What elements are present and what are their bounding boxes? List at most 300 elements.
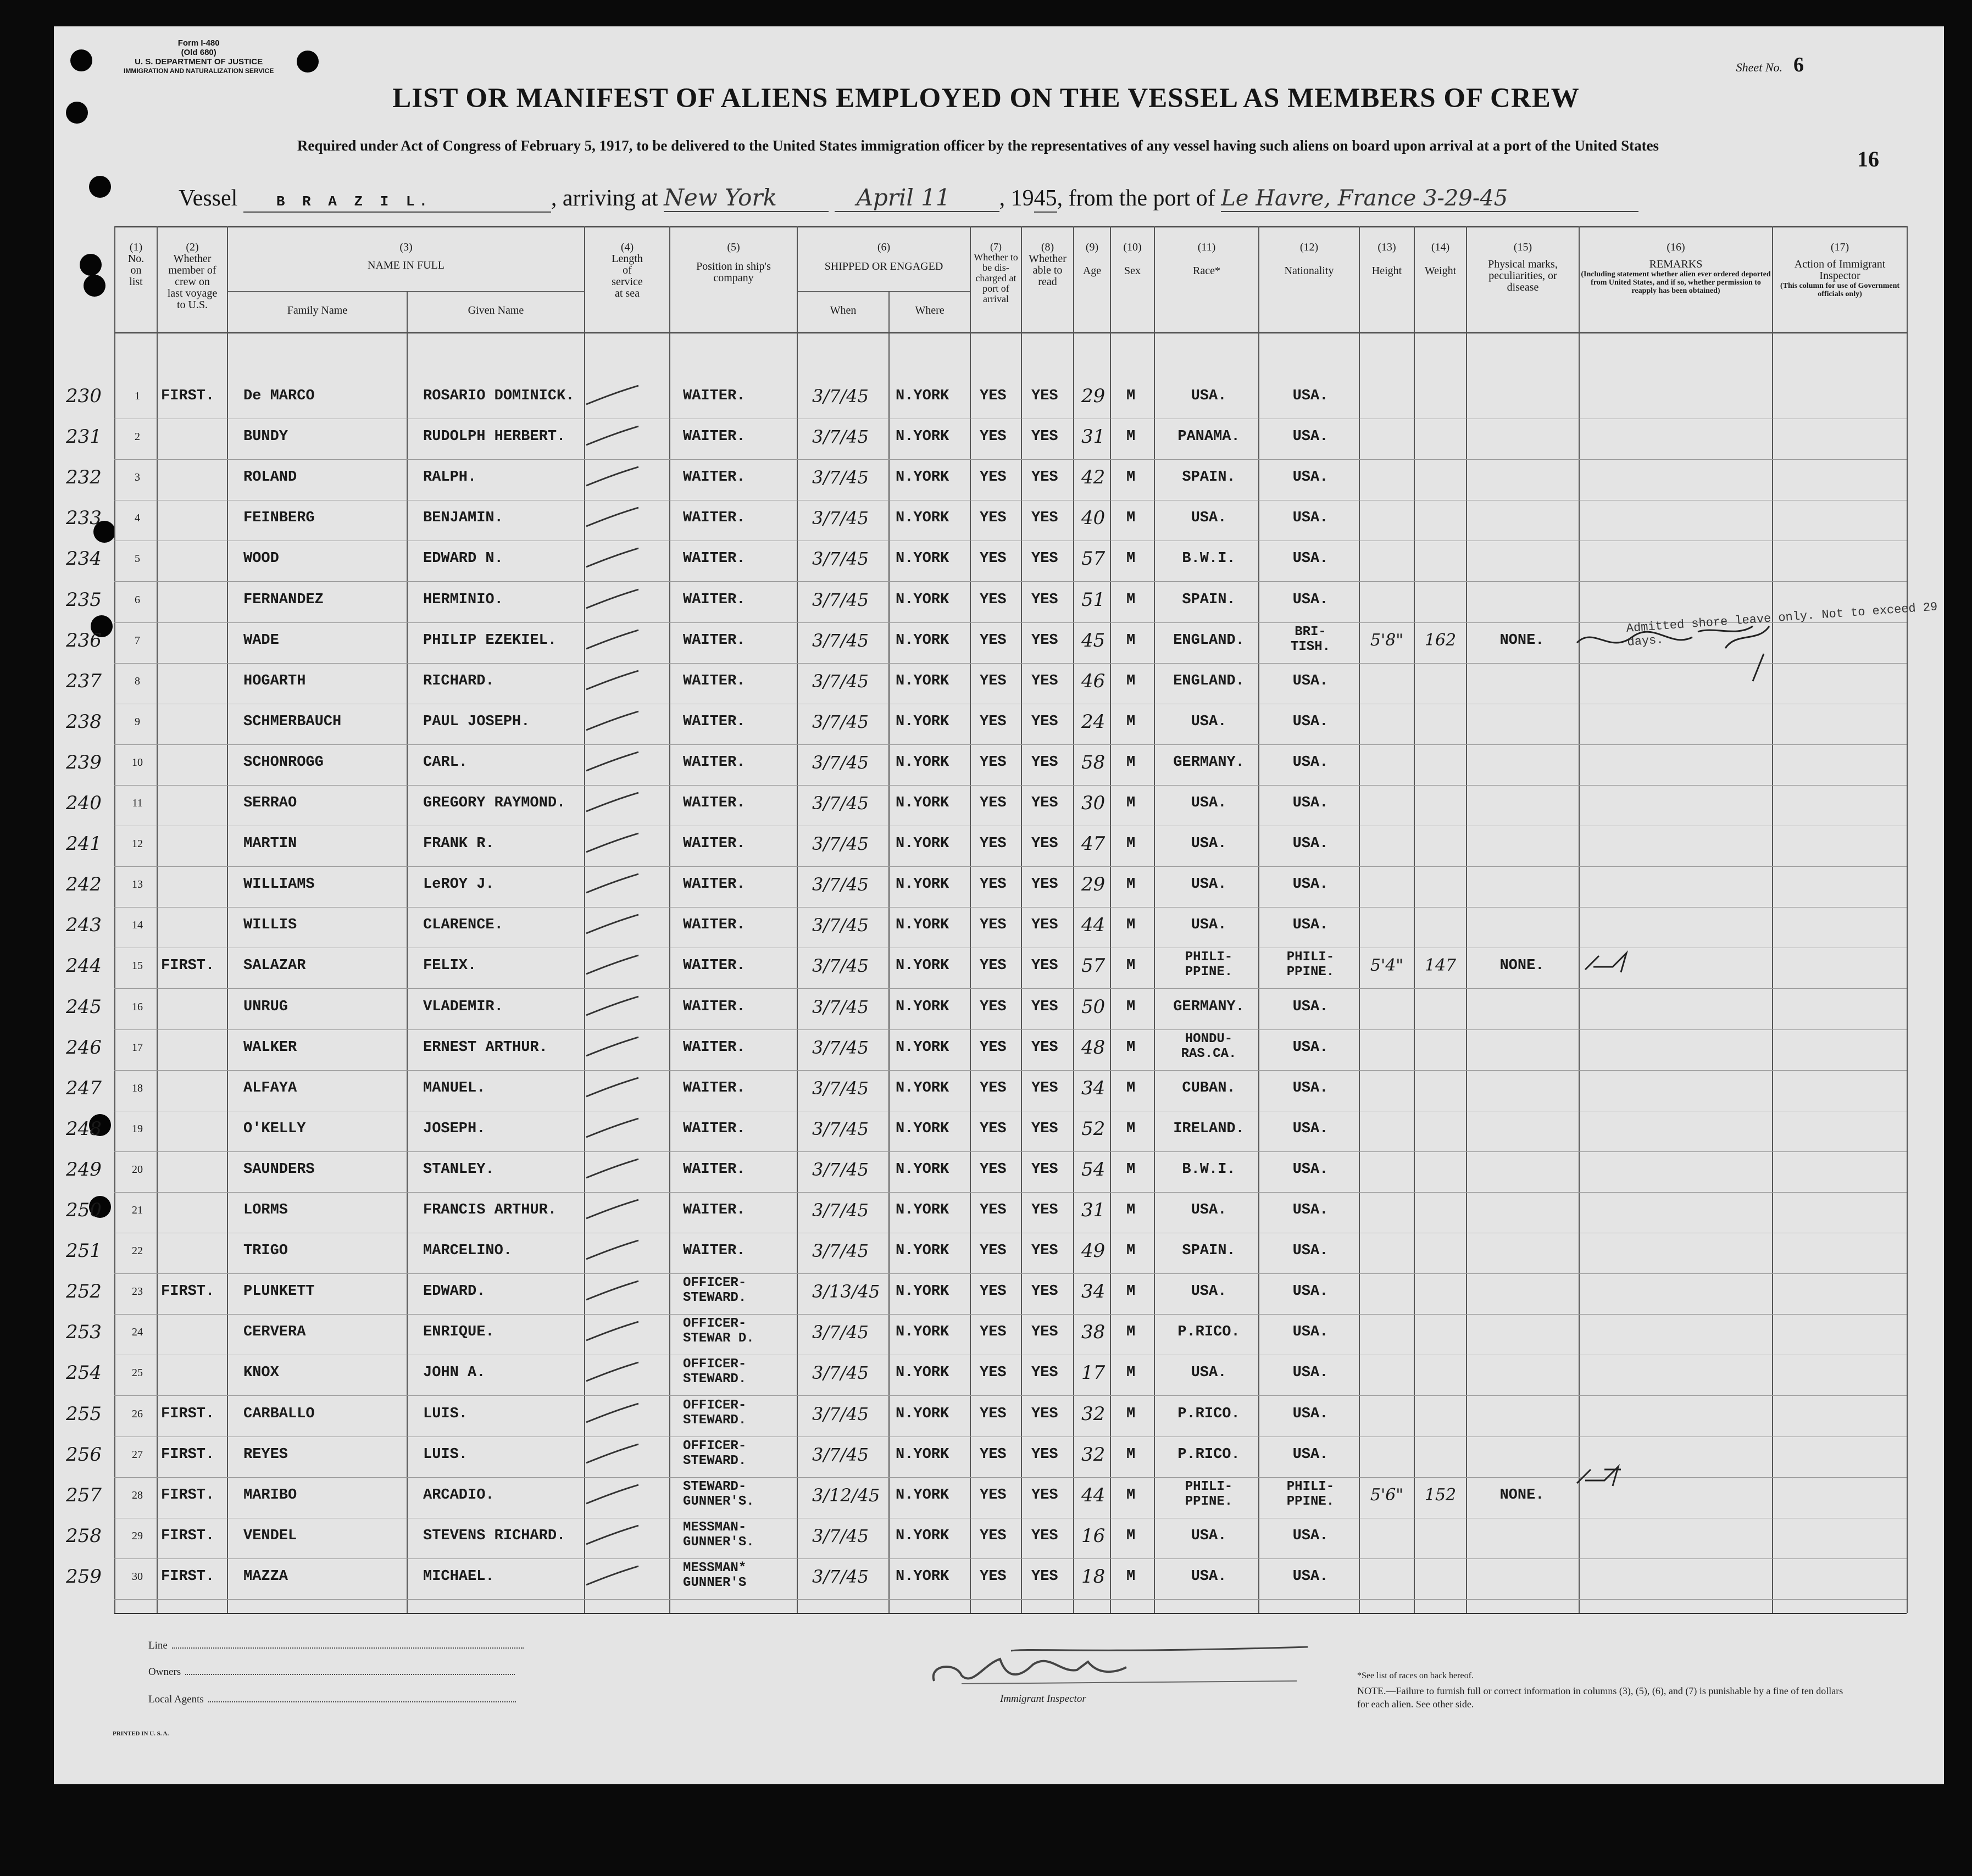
- race: IRELAND.: [1173, 1121, 1245, 1137]
- discharged: YES: [980, 632, 1007, 649]
- nationality: USA.: [1292, 1365, 1329, 1381]
- given-name: EDWARD.: [423, 1283, 486, 1300]
- family-name: SCHMERBAUCH: [243, 714, 342, 730]
- service: IMMIGRATION AND NATURALIZATION SERVICE: [124, 67, 274, 75]
- sex: M: [1126, 1161, 1136, 1178]
- sex: M: [1126, 632, 1136, 649]
- footer-line: Line: [148, 1640, 524, 1652]
- given-name: ENRIQUE.: [423, 1324, 495, 1340]
- given-name: CLARENCE.: [423, 917, 503, 933]
- shipped-when: 3/13/45: [812, 1281, 880, 1302]
- given-name: PHILIP EZEKIEL.: [423, 632, 557, 649]
- row-number: 11: [132, 797, 143, 809]
- service-check-mark: [584, 667, 644, 695]
- shipped-where: N.YORK: [896, 1406, 949, 1422]
- arrival-date: April 11: [835, 184, 999, 212]
- shipped-when: 3/7/45: [812, 874, 869, 895]
- family-name: CARBALLO: [243, 1406, 315, 1422]
- table-bottom-border: [114, 1613, 1907, 1614]
- row-rule: [114, 1314, 1907, 1315]
- able-to-read: YES: [1031, 1283, 1058, 1300]
- discharged: YES: [980, 1243, 1007, 1259]
- family-name: LORMS: [243, 1202, 288, 1218]
- row-number: 9: [135, 716, 140, 728]
- race: USA.: [1191, 1528, 1227, 1544]
- given-name: RUDOLPH HERBERT.: [423, 428, 566, 445]
- shipped-when: 3/7/45: [812, 1078, 869, 1099]
- row-sequence: 245: [66, 996, 102, 1018]
- row-sequence: 243: [66, 914, 102, 936]
- row-rule: [114, 785, 1907, 786]
- position: WAITER.: [683, 836, 746, 852]
- given-name: FRANCIS ARTHUR.: [423, 1202, 557, 1218]
- family-name: O'KELLY: [243, 1121, 306, 1137]
- row-rule: [114, 1273, 1907, 1274]
- sex: M: [1126, 1121, 1136, 1137]
- remarks-annotation: Admitted shore leave only. Not to exceed 29 days.: [1626, 600, 1938, 649]
- row-number: 23: [132, 1285, 143, 1298]
- position: WAITER.: [683, 469, 746, 486]
- shipped-where: N.YORK: [896, 917, 949, 933]
- service-check-mark: [584, 1482, 644, 1509]
- penalty-note: NOTE.—Failure to furnish full or correct information in columns (3), (5), (6), and (7) is punishable by a fine of ten dollars for each alien. See other side.: [1357, 1685, 1843, 1710]
- position: OFFICER- STEWARD.: [683, 1357, 747, 1387]
- col-line: [157, 226, 158, 1613]
- row-number: 8: [135, 675, 140, 687]
- row-sequence: 242: [66, 873, 102, 895]
- given-name: LUIS.: [423, 1446, 468, 1463]
- discharged: YES: [980, 1528, 1007, 1544]
- nationality: USA.: [1292, 714, 1329, 730]
- age: 31: [1081, 1199, 1106, 1221]
- service-check-mark: [584, 1400, 644, 1428]
- position: WAITER.: [683, 1080, 746, 1096]
- position: WAITER.: [683, 632, 746, 649]
- sex: M: [1126, 714, 1136, 730]
- shipped-when: 3/7/45: [812, 1322, 869, 1343]
- discharged: YES: [980, 1080, 1007, 1096]
- sex: M: [1126, 958, 1136, 974]
- punch-hole: [89, 176, 111, 198]
- arrival-port: New York: [664, 184, 829, 212]
- discharged: YES: [980, 836, 1007, 852]
- row-sequence: 239: [66, 751, 102, 773]
- age: 32: [1081, 1403, 1106, 1425]
- nationality: USA.: [1292, 592, 1329, 608]
- weight: 152: [1424, 1485, 1457, 1505]
- race: USA.: [1191, 388, 1227, 404]
- last-voyage: FIRST.: [161, 1406, 215, 1422]
- last-voyage: FIRST.: [161, 1487, 215, 1504]
- age: 34: [1081, 1077, 1106, 1099]
- shipped-when: 3/7/45: [812, 1240, 869, 1261]
- given-name: STANLEY.: [423, 1161, 495, 1178]
- sex: M: [1126, 1365, 1136, 1381]
- row-sequence: 236: [66, 630, 102, 652]
- row-rule: [114, 1070, 1907, 1071]
- row-sequence: 253: [66, 1321, 102, 1343]
- row-number: 17: [132, 1042, 143, 1054]
- last-voyage: FIRST.: [161, 1528, 215, 1544]
- from-label: , from the port of: [1057, 186, 1215, 211]
- weight: 147: [1424, 956, 1457, 975]
- shipped-when: 3/7/45: [812, 711, 869, 732]
- shipped-where: N.YORK: [896, 388, 949, 404]
- able-to-read: YES: [1031, 510, 1058, 526]
- family-name: MAZZA: [243, 1568, 288, 1585]
- able-to-read: YES: [1031, 1487, 1058, 1504]
- service-check-mark: [584, 1441, 644, 1468]
- age: 57: [1081, 955, 1106, 977]
- service-check-mark: [584, 871, 644, 898]
- row-rule: [114, 1477, 1907, 1478]
- race: USA.: [1191, 714, 1227, 730]
- age: 24: [1081, 711, 1106, 733]
- row-number: 18: [132, 1082, 143, 1094]
- family-name: ALFAYA: [243, 1080, 297, 1096]
- col-line: [1258, 226, 1259, 1613]
- shipped-when: 3/7/45: [812, 548, 869, 569]
- races-note: *See list of races on back hereof.: [1357, 1671, 1474, 1680]
- race: GERMANY.: [1173, 999, 1245, 1015]
- able-to-read: YES: [1031, 1568, 1058, 1585]
- able-to-read: YES: [1031, 388, 1058, 404]
- given-name: PAUL JOSEPH.: [423, 714, 530, 730]
- able-to-read: YES: [1031, 428, 1058, 445]
- header-nationality: (12) Nationality: [1284, 241, 1334, 277]
- punch-hole: [80, 254, 102, 276]
- position: OFFICER- STEWAR D.: [683, 1316, 754, 1346]
- col-line: [1466, 226, 1467, 1613]
- race: PHILI- PPINE.: [1185, 1479, 1233, 1509]
- given-name: MARCELINO.: [423, 1243, 513, 1259]
- family-name: VENDEL: [243, 1528, 297, 1544]
- row-sequence: 230: [66, 385, 102, 407]
- shipped-when: 3/7/45: [812, 793, 869, 814]
- able-to-read: YES: [1031, 1080, 1058, 1096]
- race: USA.: [1191, 510, 1227, 526]
- position: STEWARD- GUNNER'S.: [683, 1479, 754, 1509]
- arriving-label: , arriving at: [551, 186, 658, 211]
- family-name: SCHONROGG: [243, 754, 324, 771]
- age: 29: [1081, 385, 1106, 407]
- nationality: USA.: [1292, 1080, 1329, 1096]
- nationality: USA.: [1292, 836, 1329, 852]
- col-line: [1359, 226, 1360, 1613]
- age: 45: [1081, 630, 1106, 652]
- shipped-when: 3/7/45: [812, 997, 869, 1017]
- header-last-voyage: (2) Whether member of crew on last voyage to U.S.: [167, 241, 218, 311]
- race: P.RICO.: [1177, 1446, 1240, 1463]
- inspector-label: Immigrant Inspector: [1000, 1693, 1086, 1705]
- able-to-read: YES: [1031, 714, 1058, 730]
- stamp-number: 16: [1857, 147, 1879, 171]
- race: GERMANY.: [1173, 754, 1245, 771]
- family-name: WADE: [243, 632, 279, 649]
- row-sequence: 248: [66, 1118, 102, 1140]
- shipped-when: 3/7/45: [812, 426, 869, 447]
- family-name: MARTIN: [243, 836, 297, 852]
- sex: M: [1126, 510, 1136, 526]
- discharged: YES: [980, 999, 1007, 1015]
- shipped-when: 3/7/45: [812, 1037, 869, 1058]
- header-physical-marks: (15) Physical marks, peculiarities, or disease: [1488, 241, 1558, 293]
- shipped-when: 3/7/45: [812, 915, 869, 936]
- shipped-where: N.YORK: [896, 592, 949, 608]
- given-name: FRANK R.: [423, 836, 495, 852]
- race: P.RICO.: [1177, 1406, 1240, 1422]
- header-no: (1) No. on list: [127, 241, 145, 288]
- given-name: CARL.: [423, 754, 468, 771]
- shipped-when: 3/7/45: [812, 508, 869, 528]
- able-to-read: YES: [1031, 1202, 1058, 1218]
- row-number: 1: [135, 390, 140, 402]
- nationality: USA.: [1292, 1121, 1329, 1137]
- row-sequence: 233: [66, 507, 102, 529]
- race: CUBAN.: [1182, 1080, 1236, 1096]
- age: 48: [1081, 1037, 1106, 1059]
- row-rule: [114, 1192, 1907, 1193]
- row-rule: [114, 988, 1907, 989]
- shipped-when: 3/7/45: [812, 955, 869, 976]
- discharged: YES: [980, 1568, 1007, 1585]
- row-number: 21: [132, 1204, 143, 1216]
- service-check-mark: [584, 1522, 644, 1550]
- service-check-mark: [584, 1156, 644, 1183]
- last-voyage: FIRST.: [161, 1446, 215, 1463]
- discharged: YES: [980, 1324, 1007, 1340]
- col-line: [1110, 226, 1111, 1613]
- service-check-mark: [584, 464, 644, 491]
- col-line: [407, 291, 408, 1613]
- nationality: USA.: [1292, 754, 1329, 771]
- position: WAITER.: [683, 754, 746, 771]
- race: B.W.I.: [1182, 550, 1236, 567]
- header-bottom-border: [114, 332, 1907, 333]
- shipped-where: N.YORK: [896, 1528, 949, 1544]
- family-name: SAUNDERS: [243, 1161, 315, 1178]
- discharged: YES: [980, 469, 1007, 486]
- race: PANAMA.: [1177, 428, 1240, 445]
- race: USA.: [1191, 836, 1227, 852]
- family-name: WILLIS: [243, 917, 297, 933]
- position: WAITER.: [683, 1161, 746, 1178]
- shipped-where: N.YORK: [896, 1446, 949, 1463]
- race: USA.: [1191, 1283, 1227, 1300]
- sex: M: [1126, 592, 1136, 608]
- race: SPAIN.: [1182, 1243, 1236, 1259]
- discharged: YES: [980, 958, 1007, 974]
- able-to-read: YES: [1031, 1365, 1058, 1381]
- service-check-mark: [584, 911, 644, 939]
- height: 5'8": [1370, 631, 1404, 650]
- row-sequence: 232: [66, 466, 102, 488]
- handwriting-scribble: [1571, 593, 1780, 687]
- punch-hole: [84, 275, 105, 297]
- form-number: Form I-480: [177, 38, 220, 48]
- family-name: UNRUG: [243, 999, 288, 1015]
- discharged: YES: [980, 1283, 1007, 1300]
- row-number: 29: [132, 1530, 143, 1542]
- shipped-where: N.YORK: [896, 1080, 949, 1096]
- race: USA.: [1191, 1365, 1227, 1381]
- row-sequence: 241: [66, 833, 102, 855]
- row-number: 20: [132, 1164, 143, 1176]
- table-top-border: [114, 226, 1907, 227]
- shipped-where: N.YORK: [896, 1202, 949, 1218]
- header-race: (11) Race*: [1193, 241, 1220, 277]
- footer-agents: Local Agents: [148, 1694, 516, 1706]
- shipped-when: 3/7/45: [812, 833, 869, 854]
- row-sequence: 254: [66, 1362, 102, 1384]
- age: 34: [1081, 1281, 1106, 1302]
- row-sequence: 240: [66, 792, 102, 814]
- nationality: USA.: [1292, 469, 1329, 486]
- shipped-when: 3/7/45: [812, 1566, 869, 1587]
- shipped-where: N.YORK: [896, 510, 949, 526]
- service-check-mark: [584, 1359, 644, 1387]
- sex: M: [1126, 1243, 1136, 1259]
- race: SPAIN.: [1182, 469, 1236, 486]
- row-number: 19: [132, 1123, 143, 1135]
- service-check-mark: [584, 627, 644, 654]
- given-name: JOSEPH.: [423, 1121, 486, 1137]
- discharged: YES: [980, 876, 1007, 893]
- row-number: 7: [135, 634, 140, 647]
- sex: M: [1126, 1202, 1136, 1218]
- race: USA.: [1191, 917, 1227, 933]
- sex: M: [1126, 388, 1136, 404]
- shipped-where: N.YORK: [896, 1568, 949, 1585]
- family-name: MARIBO: [243, 1487, 297, 1504]
- col-line: [1772, 226, 1773, 1613]
- shipped-when: 3/12/45: [812, 1485, 880, 1506]
- col-line: [1579, 226, 1580, 1613]
- able-to-read: YES: [1031, 1528, 1058, 1544]
- header-sex: (10) Sex: [1123, 241, 1142, 277]
- able-to-read: YES: [1031, 999, 1058, 1015]
- sex: M: [1126, 673, 1136, 689]
- physical-marks: NONE.: [1499, 1487, 1545, 1504]
- shipped-when: 3/7/45: [812, 1362, 869, 1383]
- sheet-label: Sheet No.: [1736, 60, 1782, 74]
- sex: M: [1126, 1039, 1136, 1056]
- service-check-mark: [584, 993, 644, 1021]
- nationality: USA.: [1292, 673, 1329, 689]
- discharged: YES: [980, 917, 1007, 933]
- row-rule: [114, 1151, 1907, 1152]
- sex: M: [1126, 1446, 1136, 1463]
- service-check-mark: [584, 1115, 644, 1143]
- family-name: FEINBERG: [243, 510, 315, 526]
- service-check-mark: [584, 952, 644, 979]
- shipped-where: N.YORK: [896, 1283, 949, 1300]
- sex: M: [1126, 836, 1136, 852]
- handwritten-initials: [1574, 1461, 1624, 1494]
- shipped-where: N.YORK: [896, 1121, 949, 1137]
- physical-marks: NONE.: [1499, 632, 1545, 649]
- row-sequence: 249: [66, 1159, 102, 1181]
- age: 31: [1081, 426, 1106, 448]
- given-name: JOHN A.: [423, 1365, 486, 1381]
- service-check-mark: [584, 789, 644, 817]
- last-voyage: FIRST.: [161, 958, 215, 974]
- vessel-label: Vessel: [179, 186, 238, 211]
- sex: M: [1126, 795, 1136, 811]
- discharged: YES: [980, 1487, 1007, 1504]
- shipped-where: N.YORK: [896, 1324, 949, 1340]
- weight: 162: [1424, 631, 1457, 650]
- able-to-read: YES: [1031, 632, 1058, 649]
- voyage-line: [179, 184, 1827, 213]
- given-name: FELIX.: [423, 958, 477, 974]
- age: 50: [1081, 996, 1106, 1018]
- row-number: 5: [135, 553, 140, 565]
- position: WAITER.: [683, 795, 746, 811]
- given-name: RICHARD.: [423, 673, 495, 689]
- nationality: USA.: [1292, 1202, 1329, 1218]
- shipped-where: N.YORK: [896, 958, 949, 974]
- sex: M: [1126, 1568, 1136, 1585]
- discharged: YES: [980, 1039, 1007, 1056]
- row-sequence: 257: [66, 1484, 102, 1506]
- age: 38: [1081, 1321, 1106, 1343]
- position: WAITER.: [683, 1121, 746, 1137]
- shipped-where: N.YORK: [896, 999, 949, 1015]
- col-line: [1073, 226, 1074, 1613]
- header-able-to-read: (8) Whether able to read: [1029, 241, 1066, 288]
- shipped-when: 3/7/45: [812, 1444, 869, 1465]
- row-sequence: 247: [66, 1077, 102, 1099]
- service-check-mark: [584, 586, 644, 614]
- service-check-mark: [584, 1034, 644, 1061]
- family-name: SALAZAR: [243, 958, 306, 974]
- service-check-mark: [584, 1237, 644, 1265]
- row-number: 6: [135, 594, 140, 606]
- given-name: RALPH.: [423, 469, 477, 486]
- row-sequence: 250: [66, 1199, 102, 1221]
- sex: M: [1126, 999, 1136, 1015]
- age: 46: [1081, 670, 1106, 692]
- service-check-mark: [584, 382, 644, 410]
- row-number: 15: [132, 960, 143, 972]
- row-number: 13: [132, 878, 143, 890]
- sex: M: [1126, 1528, 1136, 1544]
- position: WAITER.: [683, 1202, 746, 1218]
- discharged: YES: [980, 754, 1007, 771]
- shipped-when: 3/7/45: [812, 386, 869, 407]
- col-line: [669, 226, 670, 1613]
- shipped-when: 3/7/45: [812, 1118, 869, 1139]
- able-to-read: YES: [1031, 1406, 1058, 1422]
- given-name: BENJAMIN.: [423, 510, 503, 526]
- able-to-read: YES: [1031, 673, 1058, 689]
- given-name: MICHAEL.: [423, 1568, 495, 1585]
- row-sequence: 246: [66, 1037, 102, 1059]
- nationality: USA.: [1292, 1324, 1329, 1340]
- row-sequence: 234: [66, 548, 102, 570]
- able-to-read: YES: [1031, 1446, 1058, 1463]
- last-voyage: FIRST.: [161, 1568, 215, 1585]
- form-info: [124, 38, 274, 76]
- nationality: USA.: [1292, 1406, 1329, 1422]
- family-name: BUNDY: [243, 428, 288, 445]
- row-number: 30: [132, 1571, 143, 1583]
- header-length-of-service: (4) Length of service at sea: [612, 241, 643, 299]
- position: WAITER.: [683, 1243, 746, 1259]
- nationality: USA.: [1292, 510, 1329, 526]
- able-to-read: YES: [1031, 795, 1058, 811]
